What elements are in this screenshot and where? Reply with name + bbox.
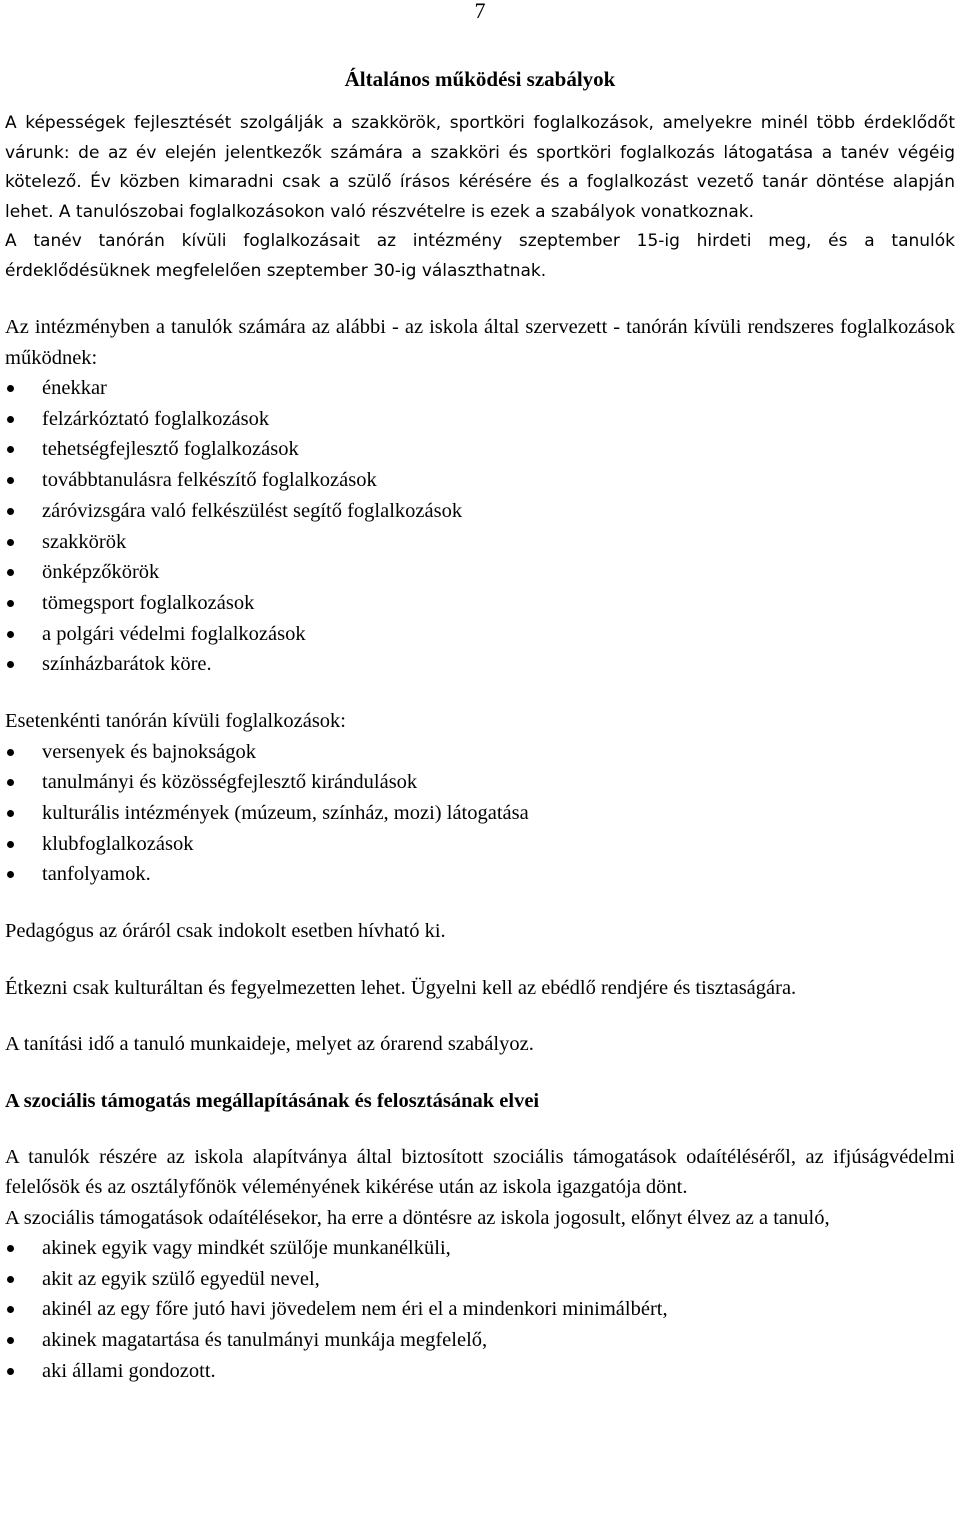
bullet-icon [7, 661, 14, 668]
list-item: akinél az egy főre jutó havi jövedelem nem éri el a mindenkori minimálbért, [5, 1294, 955, 1325]
page-content [5, 64, 955, 1387]
teacher-note: Pedagógus az óráról csak indokolt esetben hívható ki. [5, 920, 446, 943]
bullet-icon [7, 810, 14, 817]
page-title: Általános működési szabályok [344, 67, 616, 91]
social-support-heading: A szociális támogatás megállapításának és felosztásának elvei [5, 1089, 540, 1112]
social-paragraph-1: A tanulók részére az iskola alapítványa által biztosított szociális támogatások odaítéléséről, az ifjúságvédelmi felelősök és az osztályfőnök véleményének kikérése után az iskola igazgatója dönt. [5, 1145, 955, 1199]
teaching-time-note: A tanítási idő a tanuló munkaideje, melyet az órarend szabályoz. [5, 1033, 534, 1056]
bullet-icon [7, 841, 14, 848]
list-item: a polgári védelmi foglalkozások [5, 619, 955, 650]
bullet-icon [7, 1276, 14, 1283]
bullet-icon [7, 1245, 14, 1252]
list-item: színházbarátok köre. [5, 649, 955, 680]
page-number: 7 [474, 0, 486, 23]
list-item: kulturális intézmények (múzeum, színház, mozi) látogatása [5, 798, 955, 829]
bullet-icon [7, 508, 14, 515]
social-criteria-list [5, 1233, 955, 1387]
bullet-icon [7, 871, 14, 878]
occasional-activities-list [5, 737, 955, 891]
list-item: tanulmányi és közösségfejlesztő kirándulások [5, 767, 955, 798]
bullet-icon [7, 416, 14, 423]
intro-paragraph-1: A képességek fejlesztését szolgálják a szakkörök, sportköri foglalkozások, amelyekre minél több érdeklődőt várunk: de az év elején jelentkezők számára a szakköri és sportköri foglalkozás látogatása a tanév végéig kötelező. Év közben kimaradni csak a szülő írásos kérésére és a foglalkozást vezető tanár döntése alapján lehet. A tanulószobai foglalkozásokon való részvételre is ezek a szabályok vonatkoznak. [5, 113, 955, 222]
regular-activities-list [5, 373, 955, 680]
bullet-icon [7, 749, 14, 756]
list-item: klubfoglalkozások [5, 829, 955, 860]
regular-activities-intro: Az intézményben a tanulók számára az alábbi - az iskola által szervezett - tanórán kívüli rendszeres foglalkozások működnek: [5, 316, 955, 369]
list-item: akinek magatartása és tanulmányi munkája megfelelő, [5, 1325, 955, 1356]
bullet-icon [7, 779, 14, 786]
list-item: továbbtanulásra felkészítő foglalkozások [5, 465, 955, 496]
list-item: akinek egyik vagy mindkét szülője munkanélküli, [5, 1233, 955, 1264]
list-item: versenyek és bajnokságok [5, 737, 955, 768]
bullet-icon [7, 631, 14, 638]
bullet-icon [7, 446, 14, 453]
bullet-icon [7, 539, 14, 546]
list-item: záróvizsgára való felkészülést segítő foglalkozások [5, 496, 955, 527]
list-item: szakkörök [5, 527, 955, 558]
social-paragraph-2: A szociális támogatások odaítélésekor, ha erre a döntésre az iskola jogosult, előnyt élvez az a tanuló, [5, 1206, 830, 1229]
list-item: tömegsport foglalkozások [5, 588, 955, 619]
bullet-icon [7, 1306, 14, 1313]
list-item: énekkar [5, 373, 955, 404]
bullet-icon [7, 1368, 14, 1375]
list-item: tanfolyamok. [5, 859, 955, 890]
bullet-icon [7, 600, 14, 607]
eating-note: Étkezni csak kulturáltan és fegyelmezetten lehet. Ügyelni kell az ebédlő rendjére és tisztaságára. [5, 976, 797, 999]
intro-paragraph-2: A tanév tanórán kívüli foglalkozásait az intézmény szeptember 15-ig hirdeti meg, és a tanulók érdeklődésüknek megfelelően szeptember 30-ig választhatnak. [5, 231, 955, 281]
list-item: akit az egyik szülő egyedül nevel, [5, 1264, 955, 1295]
bullet-icon [7, 385, 14, 392]
list-item: önképzőkörök [5, 557, 955, 588]
list-item: felzárkóztató foglalkozások [5, 404, 955, 435]
occasional-activities-intro: Esetenkénti tanórán kívüli foglalkozások: [5, 710, 347, 733]
list-item: aki állami gondozott. [5, 1356, 955, 1387]
bullet-icon [7, 477, 14, 484]
bullet-icon [7, 1337, 14, 1344]
list-item: tehetségfejlesztő foglalkozások [5, 434, 955, 465]
bullet-icon [7, 569, 14, 576]
